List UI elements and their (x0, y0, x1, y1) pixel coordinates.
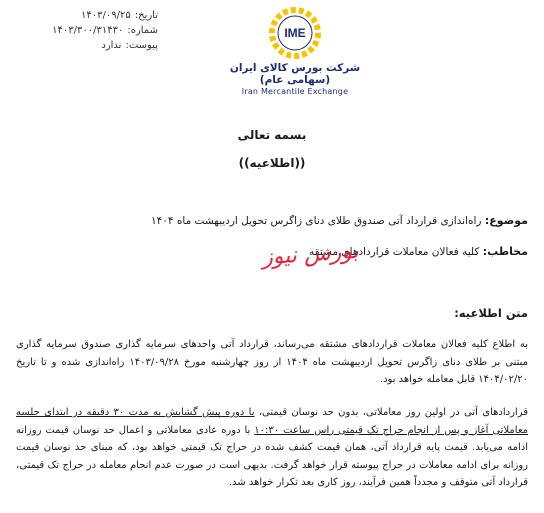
number-label: شماره: (127, 25, 158, 36)
subject-text: راه‌اندازی قرارداد آتی صندوق طلای دنای زاگرس تحویل اردیبهشت ماه ۱۴۰۴ (150, 215, 482, 227)
paragraph-2 (16, 404, 528, 492)
company-name-en: Iran Mercantile Exchange (241, 87, 349, 96)
paragraph-2-rest: با دوره عادی معاملاتی و اعمال حد نوسان قیمت روزانه ادامه می‌یابد. قیمت پایه قرارداد آتی، همان قیمت کشف شده در حراج تک قیمتی خواهد بود، که مبنای حد نوسان قیمت روزانه برای ادامه معاملات در حراج پیوسته قرار خواهد گرفت. بدیهی است در صورت عدم انجام معامله در حراج تک قیمتی، قرارداد آتی متوقف و مجدداً همین فرآیند، روز کاری بعد تکرار خواهد شد. (16, 424, 528, 488)
number-row (18, 23, 158, 38)
audience-text: کلیه فعالان معاملات قراردادهای مشتقه (308, 246, 480, 258)
attachment-value: ندارد (101, 40, 122, 51)
date-row (18, 8, 158, 23)
attachment-row (18, 38, 158, 53)
ime-logo (210, 6, 380, 96)
date-value: ۱۴۰۳/۰۹/۲۵ (81, 10, 131, 21)
paragraph-1: به اطلاع کلیه فعالان معاملات قراردادهای مشتقه می‌رساند، قرارداد آتی واحدهای سرمایه گذاری صندوق سرمایه گذاری مبتنی بر طلای دنای زاگرس تحویل اردیبهشت ماه ۱۴۰۴ از روز چهارشنبه مورخ ۱۴۰۳/۰۹/۲۸ راه‌اندازی شده و تا تاریخ ۱۴۰۴/۰۲/۲۰ قابل معامله خواهد بود. (16, 339, 528, 385)
subject-label: موضوع: (484, 214, 528, 227)
watermark-stamp: بورس نیوز (261, 238, 360, 271)
date-label: تاریخ: (134, 10, 158, 21)
letter-meta (18, 8, 158, 53)
logo-mark-text: IME (284, 26, 306, 40)
subject-line (151, 214, 528, 227)
number-value: ۱۴۰۳/۳۰۰/۳۱۴۳۰ (52, 25, 124, 36)
ime-emblem-icon (268, 6, 322, 60)
audience-label: مخاطب: (482, 245, 528, 258)
body-heading: متن اطلاعیه: (454, 306, 528, 320)
attachment-label: پیوست: (125, 40, 158, 51)
paragraph-2-underlined: با دوره پیش گشایش به مدت ۳۰ دقیقه در ابتدای جلسه معاملاتی آغاز و پس از انجام حراج تک قیمتی راس ساعت ۱۰:۳۰ (16, 407, 528, 436)
paragraph-2-start: قراردادهای آتی در اولین روز معاملاتی، بدون حد نوسان قیمتی، (254, 407, 528, 418)
company-name-fa: شرکت بورس کالای ایران (سهامی عام) (229, 62, 361, 86)
notice-title: ((اطلاعیه)) (238, 156, 306, 170)
basmala: بسمه تعالی (237, 128, 307, 142)
